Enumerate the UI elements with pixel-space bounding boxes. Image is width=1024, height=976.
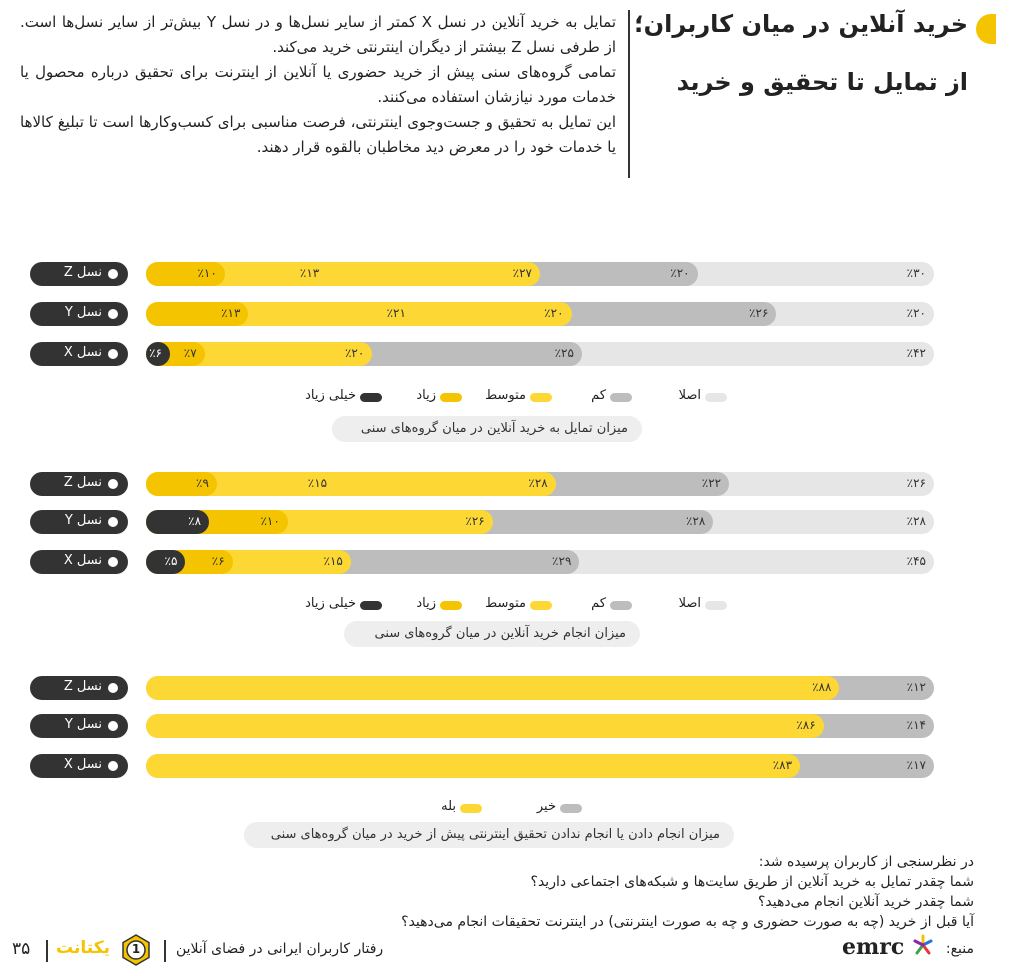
generation-label-text: نسل X bbox=[63, 345, 102, 360]
data-label: ٪۱۷ bbox=[906, 758, 926, 772]
data-label: ٪۱۲ bbox=[906, 680, 926, 694]
data-label: ٪۸ bbox=[188, 514, 202, 528]
generation-label-text: نسل Z bbox=[63, 679, 102, 694]
generation-label bbox=[30, 262, 128, 286]
intro-text bbox=[20, 10, 616, 160]
chart-caption: میزان انجام دادن یا انجام ندادن تحقیق اینترنتی پیش از خرید در میان گروه‌های سنی bbox=[244, 822, 734, 848]
data-label: ٪۱۵ bbox=[307, 476, 328, 490]
survey-question: شما چقدر خرید آنلاین انجام می‌دهید؟ bbox=[757, 894, 974, 910]
generation-label bbox=[30, 302, 128, 326]
data-label: ٪۲۷ bbox=[512, 266, 532, 280]
data-label: ٪۸۳ bbox=[772, 758, 793, 772]
data-label: ٪۲۶ bbox=[906, 476, 926, 490]
generation-label-text: نسل X bbox=[63, 553, 102, 568]
legend-label: خیر bbox=[536, 799, 556, 814]
footer-divider bbox=[46, 940, 48, 962]
chapter-badge bbox=[120, 934, 152, 966]
publication-title: رفتار کاربران ایرانی در فضای آنلاین bbox=[176, 941, 384, 957]
emrc-logo: emrc bbox=[842, 934, 905, 960]
generation-label-text: نسل Z bbox=[63, 475, 102, 490]
legend-label: متوسط bbox=[485, 388, 526, 403]
data-label: ٪۱۵ bbox=[323, 554, 343, 568]
data-label: ٪۵ bbox=[164, 554, 178, 568]
page-number: ۳۵ bbox=[12, 939, 31, 959]
intro-paragraph: این تمایل به تحقیق و جست‌وجوی اینترنتی، فرصت مناسبی برای کسب‌وکارها است تا تبلیغ کالاها یا خدمات خود را در معرض دید مخاطبان بالقوه قرار دهند. bbox=[20, 113, 616, 156]
chart-caption: میزان تمایل به خرید آنلاین در میان گروه‌های سنی bbox=[332, 416, 642, 442]
legend-label: اصلا bbox=[678, 596, 701, 611]
bullet-icon bbox=[108, 683, 118, 693]
data-label: ٪۲۰ bbox=[670, 266, 690, 280]
data-label: ٪۱۳ bbox=[299, 266, 320, 280]
generation-label bbox=[30, 676, 128, 700]
data-label: ٪۷ bbox=[183, 346, 197, 360]
bar-segment bbox=[146, 714, 824, 738]
data-label: ٪۶ bbox=[149, 346, 162, 360]
legend-label: اصلا bbox=[678, 388, 701, 403]
survey-question: آیا قبل از خرید (چه به صورت حضوری و چه به صورت اینترنتی) در اینترنت تحقیقات انجام می‌دهید؟ bbox=[401, 914, 974, 930]
legend-label: متوسط bbox=[485, 596, 526, 611]
data-label: ٪۲۰ bbox=[906, 306, 926, 320]
chart-caption: میزان انجام خرید آنلاین در میان گروه‌های سنی bbox=[344, 621, 640, 647]
legend-swatch bbox=[560, 804, 582, 813]
generation-label bbox=[30, 550, 128, 574]
data-label: ٪۸۶ bbox=[796, 718, 816, 732]
page-subtitle: از تمایل تا تحقیق و خرید bbox=[676, 68, 968, 96]
generation-label bbox=[30, 342, 128, 366]
bar-segment bbox=[146, 754, 800, 778]
legend-swatch bbox=[705, 601, 727, 610]
header-divider bbox=[628, 10, 630, 178]
survey-question: شما چقدر تمایل به خرید آنلاین از طریق سایت‌ها و شبکه‌های اجتماعی دارید؟ bbox=[530, 874, 974, 890]
data-label: ٪۳۰ bbox=[906, 266, 926, 280]
generation-label bbox=[30, 714, 128, 738]
intro-paragraph: تمایل به خرید آنلاین در نسل X کمتر از سایر نسل‌ها و در نسل Y بیش‌تر از سایر نسل‌ها است. از طرفی نسل Z بیشتر از دیگران اینترنتی خرید می‌کند. bbox=[20, 13, 616, 56]
data-label: ٪۲۰ bbox=[544, 306, 564, 320]
bullet-icon bbox=[108, 721, 118, 731]
data-label: ٪۸۸ bbox=[812, 680, 832, 694]
page-title: خرید آنلاین در میان کاربران؛ bbox=[634, 10, 968, 38]
generation-label bbox=[30, 472, 128, 496]
data-label: ٪۱۴ bbox=[906, 718, 926, 732]
bullet-icon bbox=[108, 309, 118, 319]
data-label: ٪۲۸ bbox=[528, 476, 548, 490]
bullet-icon bbox=[108, 349, 118, 359]
legend-swatch bbox=[610, 393, 632, 402]
generation-label-text: نسل Z bbox=[63, 265, 102, 280]
bullet-icon bbox=[108, 479, 118, 489]
legend-swatch bbox=[705, 393, 727, 402]
bullet-icon bbox=[108, 269, 118, 279]
data-label: ٪۲۶ bbox=[749, 306, 769, 320]
legend-label: خیلی زیاد bbox=[305, 388, 356, 403]
legend-label: زیاد bbox=[416, 596, 436, 611]
legend-label: کم bbox=[591, 596, 606, 611]
legend-label: کم bbox=[591, 388, 606, 403]
generation-label bbox=[30, 510, 128, 534]
data-label: ٪۶ bbox=[211, 554, 225, 568]
legend-swatch bbox=[460, 804, 482, 813]
data-label: ٪۲۱ bbox=[386, 306, 406, 320]
data-label: ٪۲۶ bbox=[465, 514, 485, 528]
data-label: ٪۹ bbox=[196, 476, 209, 490]
footer-divider bbox=[164, 940, 166, 962]
generation-label bbox=[30, 754, 128, 778]
data-label: ٪۱۰ bbox=[197, 266, 217, 280]
legend-swatch bbox=[440, 601, 462, 610]
data-label: ٪۴۵ bbox=[906, 554, 926, 568]
intro-paragraph: تمامی گروه‌های سنی پیش از خرید حضوری یا آنلاین از اینترنت برای تحقیق درباره محصول یا خدمات مورد نیازشان استفاده می‌کنند. bbox=[20, 63, 616, 106]
bullet-icon bbox=[108, 761, 118, 771]
generation-label-text: نسل Y bbox=[64, 513, 102, 528]
legend-label: خیلی زیاد bbox=[305, 596, 356, 611]
data-label: ٪۴۲ bbox=[906, 346, 926, 360]
data-label: ٪۱۰ bbox=[260, 514, 280, 528]
brand-logo: یکتانت bbox=[56, 938, 110, 958]
bullet-icon bbox=[108, 557, 118, 567]
legend-label: زیاد bbox=[416, 388, 436, 403]
survey-intro: در نظرسنجی از کاربران پرسیده شد: bbox=[758, 854, 974, 870]
data-label: ٪۲۲ bbox=[701, 476, 722, 490]
data-label: ٪۲۰ bbox=[344, 346, 365, 360]
data-label: ٪۲۵ bbox=[554, 346, 574, 360]
title-accent-mark bbox=[976, 14, 996, 44]
generation-label-text: نسل Y bbox=[64, 717, 102, 732]
legend-label: بله bbox=[441, 799, 456, 814]
data-label: ٪۲۸ bbox=[686, 514, 706, 528]
bullet-icon bbox=[108, 517, 118, 527]
generation-label-text: نسل Y bbox=[64, 305, 102, 320]
source-label: منبع: bbox=[945, 941, 974, 957]
emrc-star-icon bbox=[912, 934, 934, 956]
bar-segment bbox=[146, 676, 839, 700]
data-label: ٪۲۹ bbox=[552, 554, 572, 568]
chapter-number: 1 bbox=[131, 942, 141, 956]
data-label: ٪۲۸ bbox=[906, 514, 926, 528]
legend-swatch bbox=[610, 601, 632, 610]
data-label: ٪۱۳ bbox=[221, 306, 241, 320]
legend-swatch bbox=[440, 393, 462, 402]
generation-label-text: نسل X bbox=[63, 757, 102, 772]
